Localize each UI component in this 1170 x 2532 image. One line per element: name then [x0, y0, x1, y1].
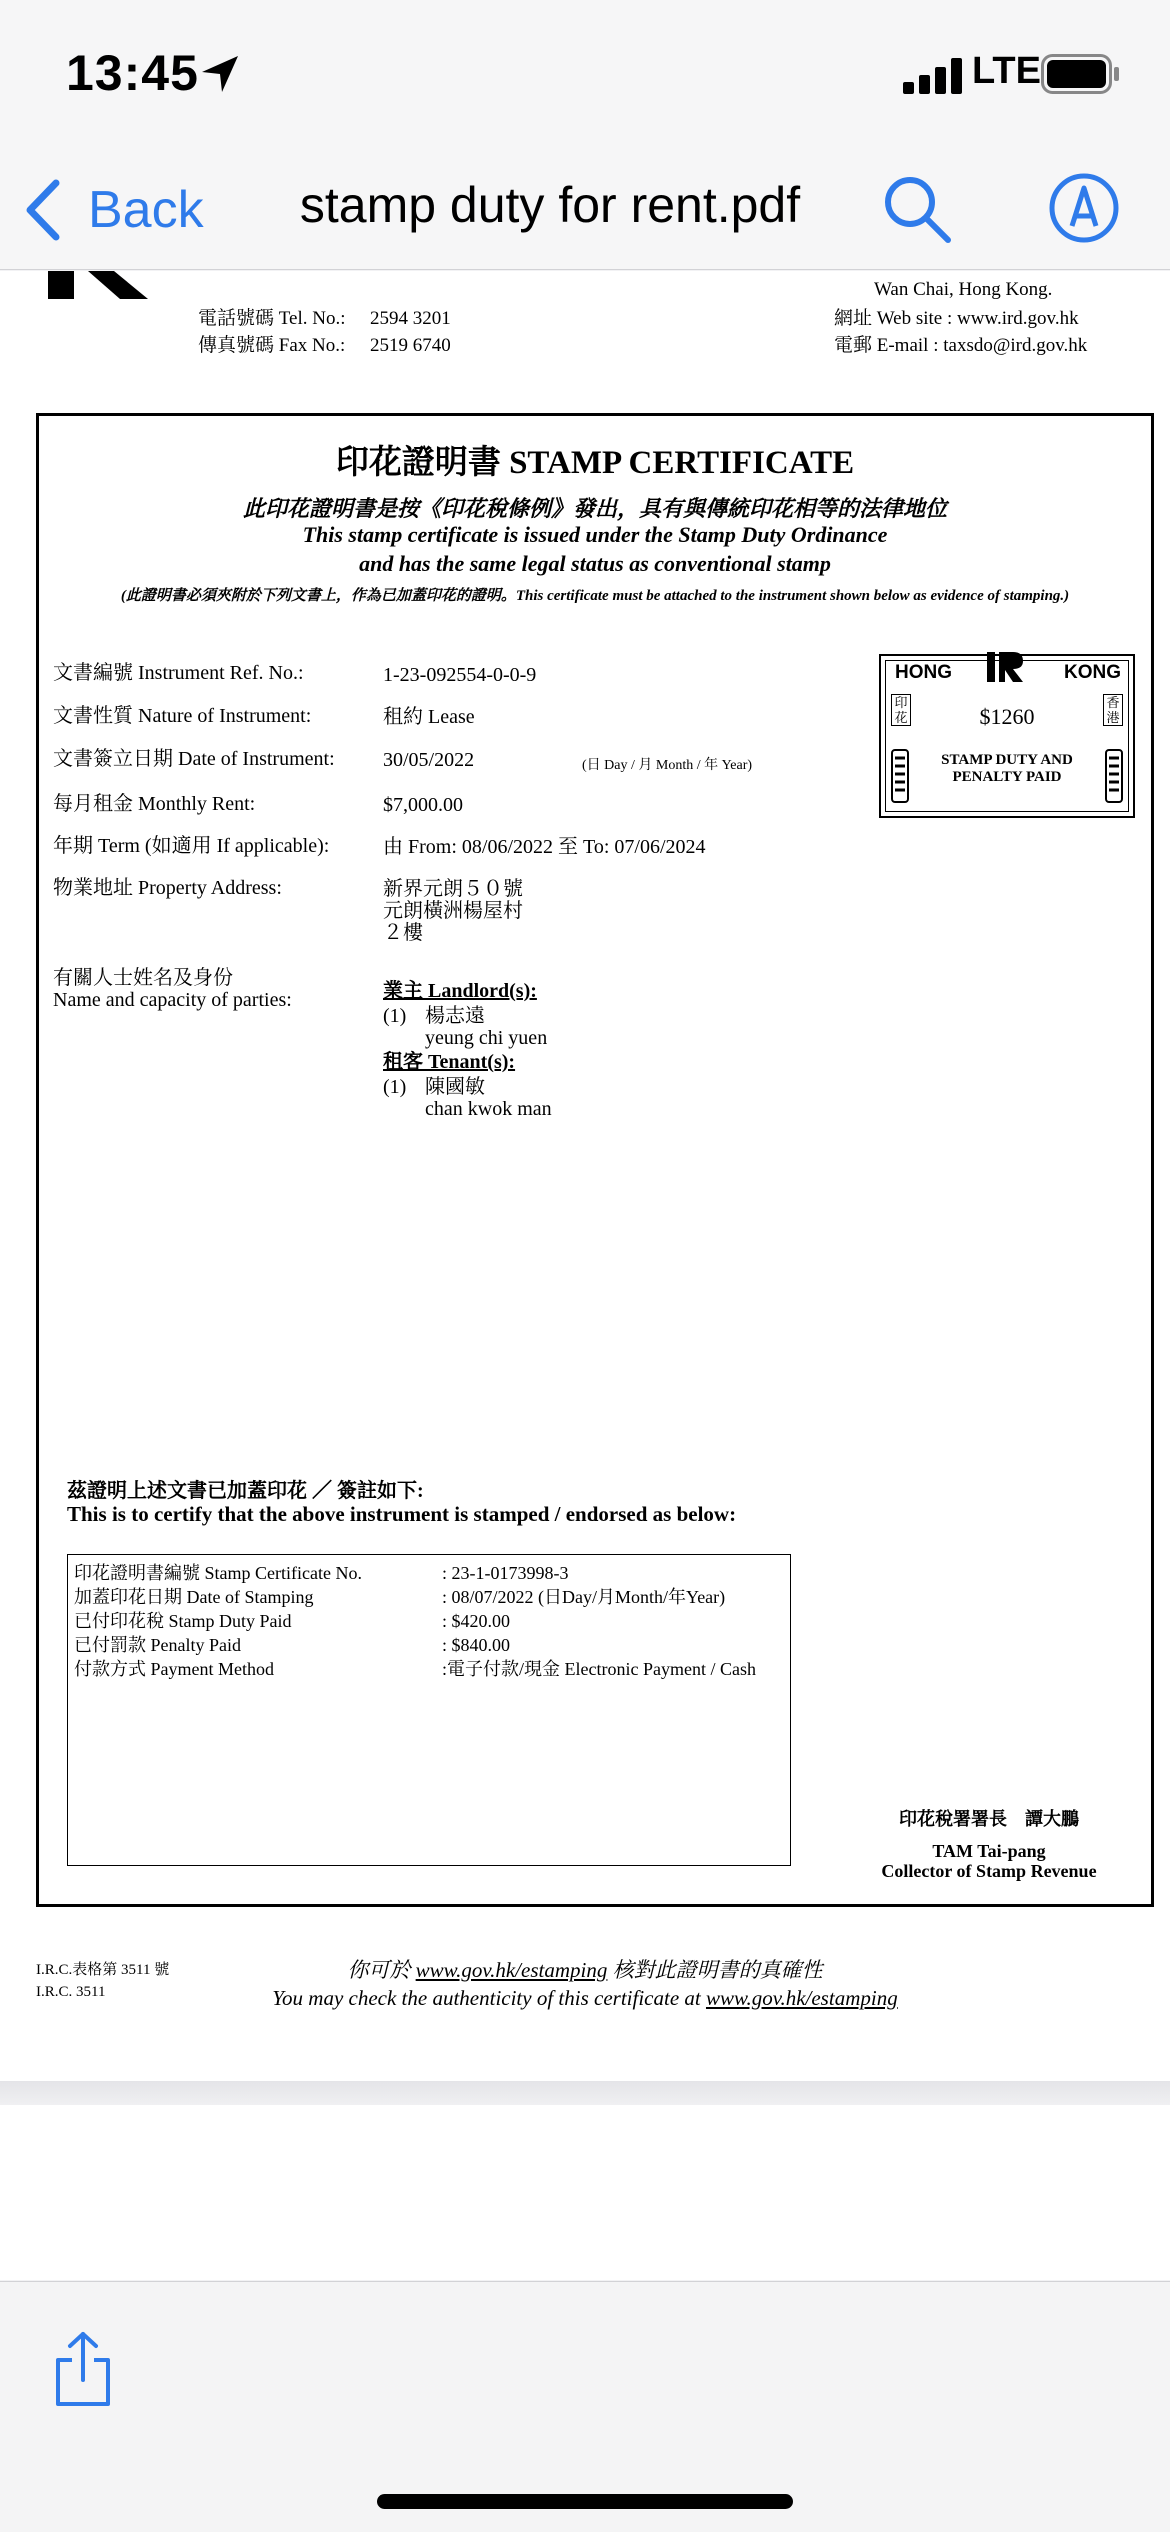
- verify-note-zh: [0, 1954, 1170, 1984]
- home-indicator[interactable]: [377, 2494, 793, 2509]
- address-label: 物業地址 Property Address:: [53, 877, 282, 899]
- tel-label: 電話號碼 Tel. No.:: [198, 308, 346, 329]
- status-bar: [0, 0, 1170, 150]
- back-label: Back: [88, 181, 204, 239]
- stamp-cert-no-label: 印花證明書編號 Stamp Certificate No.: [74, 1563, 362, 1583]
- revenue-stamp: [879, 654, 1135, 818]
- collector-name-en: TAM Tai-pang: [932, 1841, 1046, 1861]
- certificate-subtitle-en-1: This stamp certificate is issued under the Stamp Duty Ordinance: [302, 522, 888, 547]
- ir-logo-icon: [985, 650, 1025, 684]
- nav-bar: [0, 150, 1170, 270]
- markup-icon[interactable]: [1048, 172, 1120, 244]
- certificate-title: 印花證明書 STAMP CERTIFICATE: [335, 445, 855, 481]
- fax-label: 傳真號碼 Fax No.:: [198, 335, 346, 356]
- certify-statement-zh: 茲證明上述文書已加蓋印花 ／ 簽註如下:: [67, 1480, 424, 1502]
- penalty-value: : $840.00: [442, 1635, 511, 1655]
- form-number-zh: I.R.C.表格第 3511 號: [36, 1962, 170, 1978]
- stamp-date-value: : 08/07/2022 (日Day/月Month/年Year): [442, 1587, 726, 1607]
- payment-method-label: 付款方式 Payment Method: [74, 1659, 274, 1679]
- email-label: 電郵 E-mail :: [834, 335, 939, 356]
- form-number-en: I.R.C. 3511: [36, 1984, 106, 2000]
- stamp-date-label: 加蓋印花日期 Date of Stamping: [74, 1587, 314, 1607]
- stamp-duty-label: 已付印花稅 Stamp Duty Paid: [74, 1611, 292, 1631]
- rent-label: 每月租金 Monthly Rent:: [53, 793, 256, 815]
- estamping-link-zh[interactable]: www.gov.hk/estamping: [415, 1958, 608, 1982]
- landlord-name-en: yeung chi yuen: [425, 1027, 548, 1049]
- collector-title: Collector of Stamp Revenue: [881, 1861, 1097, 1881]
- pdf-page[interactable]: [0, 271, 1170, 2081]
- signal-bars-icon: [903, 58, 965, 94]
- penalty-label: 已付罰款 Penalty Paid: [74, 1635, 241, 1655]
- verify-en-pre: You may check the authenticity of this certificate at: [272, 1986, 706, 2010]
- web-value: www.ird.gov.hk: [957, 308, 1079, 329]
- nature-value: 租約 Lease: [383, 706, 475, 728]
- certificate-subtitle-en-2: and has the same legal status as conventional stamp: [359, 551, 831, 576]
- share-icon[interactable]: [52, 2330, 114, 2408]
- contact-left: [198, 305, 451, 359]
- chevron-left-icon: [22, 179, 62, 241]
- office-address: Wan Chai, Hong Kong.: [874, 279, 1053, 300]
- network-type: LTE: [972, 50, 1041, 92]
- nature-label: 文書性質 Nature of Instrument:: [53, 705, 312, 727]
- pdf-page-next[interactable]: [0, 2105, 1170, 2280]
- ref-label: 文書編號 Instrument Ref. No.:: [53, 662, 304, 684]
- parties-label: [53, 967, 292, 1011]
- certificate-subtitle-zh: 此印花證明書是按《印花稅條例》發出，具有與傳統印花相等的法律地位: [242, 496, 947, 521]
- verify-zh-pre: 你可於: [347, 1958, 416, 1982]
- tel-value: 2594 3201: [370, 308, 451, 329]
- parties-label-zh: 有關人士姓名及身份: [53, 967, 233, 989]
- payment-method-value: :電子付款/現金 Electronic Payment / Cash: [442, 1659, 756, 1679]
- address-line-1: 新界元朗５０號: [383, 878, 523, 900]
- tenant-name-en: chan kwok man: [425, 1098, 552, 1120]
- search-icon[interactable]: [880, 172, 954, 246]
- verify-note-en: [0, 1986, 1170, 2011]
- certificate-note: (此證明書必須夾附於下列文書上，作為已加蓋印花的證明。This certificate must be attached to the instrument shown below as evidence of stamping.): [120, 588, 1070, 604]
- tenant-number: (1): [383, 1076, 407, 1098]
- address-value: [383, 878, 523, 944]
- stamp-side-left: 印花: [891, 694, 911, 726]
- address-line-3: ２樓: [383, 922, 423, 944]
- stamping-details: [67, 1554, 791, 1866]
- date-hint: (日 Day / 月 Month / 年 Year): [582, 758, 753, 773]
- collector-name-zh: 印花稅署署長 譚大鵬: [899, 1809, 1079, 1829]
- date-label: 文書簽立日期 Date of Instrument:: [53, 748, 335, 770]
- stamp-side-right: 香港: [1103, 694, 1123, 726]
- stamp-cert-no-value: : 23-1-0173998-3: [442, 1563, 569, 1583]
- email-value: taxsdo@ird.gov.hk: [943, 335, 1088, 356]
- date-value: 30/05/2022: [383, 749, 475, 771]
- ref-value: 1-23-092554-0-0-9: [383, 664, 537, 686]
- status-time: 13:45: [66, 45, 199, 101]
- bottom-toolbar: [0, 2281, 1170, 2532]
- tenant-name-zh: 陳國敏: [425, 1076, 485, 1098]
- stamp-kong: KONG: [1064, 662, 1121, 683]
- battery-icon: [1041, 54, 1121, 94]
- term-label: 年期 Term (如適用 If applicable):: [53, 835, 330, 857]
- term-value: 由 From: 08/06/2022 至 To: 07/06/2024: [383, 836, 706, 858]
- address-line-2: 元朗橫洲楊屋村: [383, 900, 523, 922]
- tenant-item: [383, 1076, 552, 1120]
- location-arrow-icon: [198, 52, 242, 96]
- page-separator: [0, 2081, 1170, 2105]
- stamp-certificate: [36, 413, 1154, 1907]
- stamp-hong: HONG: [895, 662, 952, 683]
- verify-zh-post: 核對此證明書的真確性: [612, 1958, 823, 1982]
- stamp-caption: [881, 752, 1133, 786]
- document-title: stamp duty for rent.pdf: [299, 177, 801, 233]
- ird-logo-icon: [48, 271, 152, 301]
- landlord-number: (1): [383, 1005, 407, 1027]
- rent-value: $7,000.00: [383, 794, 463, 816]
- landlord-heading: 業主 Landlord(s):: [383, 980, 537, 1002]
- landlord-item: [383, 1005, 552, 1049]
- estamping-link-en[interactable]: www.gov.hk/estamping: [705, 1986, 898, 2010]
- stamp-caption-line-2: PENALTY PAID: [952, 769, 1062, 785]
- parties-list: [383, 980, 552, 1120]
- back-button[interactable]: [22, 170, 204, 250]
- web-label: 網址 Web site :: [834, 308, 953, 329]
- certify-statement-en: This is to certify that the above instrument is stamped / endorsed as below:: [67, 1502, 737, 1526]
- landlord-name-zh: 楊志遠: [425, 1005, 485, 1027]
- parties-label-en: Name and capacity of parties:: [53, 989, 292, 1011]
- contact-right: [834, 305, 1087, 359]
- stamp-amount: $1260: [979, 704, 1035, 729]
- stamp-caption-line-1: STAMP DUTY AND: [941, 752, 1073, 768]
- tenant-heading: 租客 Tenant(s):: [383, 1051, 516, 1073]
- fax-value: 2519 6740: [370, 335, 451, 356]
- stamp-duty-value: : $420.00: [442, 1611, 511, 1631]
